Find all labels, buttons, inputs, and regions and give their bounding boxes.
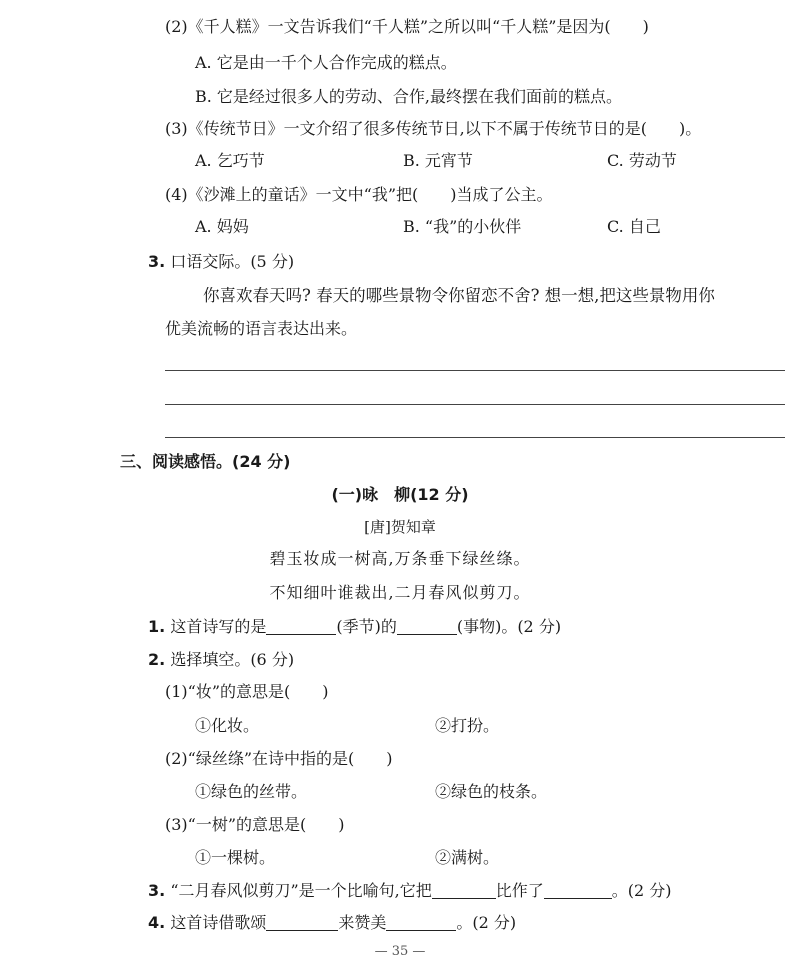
question-2-4-option-a: A. 妈妈 bbox=[195, 217, 249, 236]
question-2-3-stem: (3)《传统节日》一文介绍了很多传统节日,以下不属于传统节日的是( )。 bbox=[165, 119, 702, 138]
fill-blank-metaphor-target[interactable] bbox=[544, 882, 612, 899]
sub-question-1-option-a: ①化妆。 bbox=[195, 716, 260, 735]
sub-question-2-stem: (2)“绿丝绦”在诗中指的是( ) bbox=[165, 749, 393, 768]
oral-prompt-line-2: 优美流畅的语言表达出来。 bbox=[165, 319, 358, 338]
answer-line-1[interactable] bbox=[165, 370, 785, 371]
question-2-3-option-a: A. 乞巧节 bbox=[195, 151, 265, 170]
fill-blank-praised-thing[interactable] bbox=[266, 914, 338, 931]
fill-blank-metaphor-source[interactable] bbox=[432, 882, 496, 899]
question-text: 来赞美 bbox=[338, 913, 387, 932]
question-number: 4. bbox=[148, 913, 166, 932]
question-text: “二月春风似剪刀”是一个比喻句,它把 bbox=[170, 881, 432, 900]
question-text: (季节)的 bbox=[336, 617, 397, 636]
question-3-oral bbox=[148, 252, 294, 272]
question-number: 3. bbox=[148, 252, 166, 271]
reading-question-2 bbox=[148, 650, 294, 670]
question-2-3-option-b: B. 元宵节 bbox=[403, 151, 473, 170]
question-text: (事物)。(2 分) bbox=[456, 617, 562, 636]
question-title: 口语交际。(5 分) bbox=[170, 252, 295, 271]
reading-question-3 bbox=[148, 881, 672, 901]
page-number: — 35 — bbox=[374, 944, 426, 959]
question-2-4-option-c: C. 自己 bbox=[607, 217, 661, 236]
question-2-3-option-c: C. 劳动节 bbox=[607, 151, 677, 170]
question-text: 。(2 分) bbox=[456, 913, 517, 932]
question-2-4-stem: (4)《沙滩上的童话》一文中“我”把( )当成了公主。 bbox=[165, 185, 553, 204]
poem-line-1: 碧玉妆成一树高,万条垂下绿丝绦。 bbox=[269, 549, 531, 568]
sub-question-3-option-b: ②满树。 bbox=[435, 848, 500, 867]
question-2-2-option-a: A. 它是由一千个人合作完成的糕点。 bbox=[195, 53, 457, 72]
question-number: 2. bbox=[148, 650, 166, 669]
sub-question-1-stem: (1)“妆”的意思是( ) bbox=[165, 682, 329, 701]
answer-line-3[interactable] bbox=[165, 437, 785, 438]
section-heading: 三、阅读感悟。(24 分) bbox=[120, 452, 291, 471]
question-number: 1. bbox=[148, 617, 166, 636]
sub-question-2-option-b: ②绿色的枝条。 bbox=[435, 782, 548, 801]
question-number: 3. bbox=[148, 881, 166, 900]
sub-question-3-option-a: ①一棵树。 bbox=[195, 848, 276, 867]
fill-blank-praised-subject[interactable] bbox=[386, 914, 456, 931]
question-2-2-stem: (2)《千人糕》一文告诉我们“千人糕”之所以叫“千人糕”是因为( ) bbox=[165, 17, 649, 36]
question-text: 这首诗借歌颂 bbox=[170, 913, 267, 932]
poem-author: [唐]贺知章 bbox=[364, 518, 436, 536]
sub-question-3-stem: (3)“一树”的意思是( ) bbox=[165, 815, 345, 834]
question-title: 选择填空。(6 分) bbox=[170, 650, 295, 669]
fill-blank-season[interactable] bbox=[266, 618, 336, 635]
fill-blank-object[interactable] bbox=[397, 618, 457, 635]
question-text: 。(2 分) bbox=[611, 881, 672, 900]
reading-question-4 bbox=[148, 913, 516, 933]
sub-question-2-option-a: ①绿色的丝带。 bbox=[195, 782, 308, 801]
answer-line-2[interactable] bbox=[165, 404, 785, 405]
reading-question-1 bbox=[148, 617, 561, 637]
question-text: 比作了 bbox=[495, 881, 544, 900]
question-2-4-option-b: B. “我”的小伙伴 bbox=[403, 217, 522, 236]
poem-title: (一)咏 柳(12 分) bbox=[331, 485, 469, 504]
poem-line-2: 不知细叶谁裁出,二月春风似剪刀。 bbox=[269, 583, 531, 602]
sub-question-1-option-b: ②打扮。 bbox=[435, 716, 500, 735]
oral-prompt-line-1: 你喜欢春天吗? 春天的哪些景物令你留恋不舍? 想一想,把这些景物用你 bbox=[203, 286, 715, 305]
question-2-2-option-b: B. 它是经过很多人的劳动、合作,最终摆在我们面前的糕点。 bbox=[195, 87, 623, 106]
question-text: 这首诗写的是 bbox=[170, 617, 267, 636]
